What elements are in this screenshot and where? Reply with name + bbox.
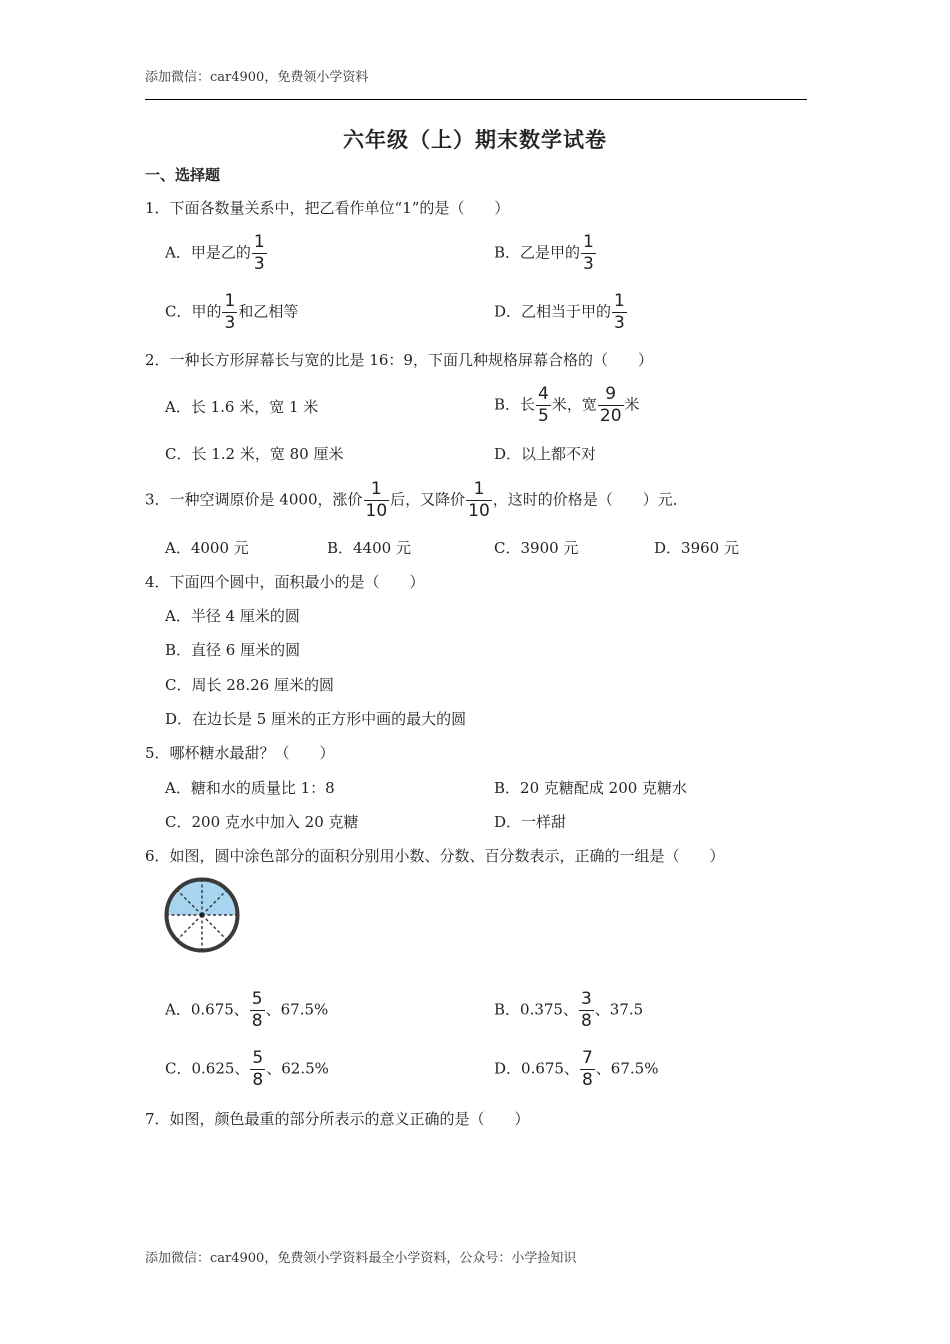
question-4-stem: 4．下面四个圆中，面积最小的是（ ） bbox=[145, 573, 425, 591]
option-text-mid: 米，宽 bbox=[551, 395, 597, 414]
header-divider bbox=[145, 99, 807, 100]
question-1-stem: 1．下面各数量关系中，把乙看作单位“1”的是（ ） bbox=[145, 199, 510, 217]
fraction: $\frac{3}{8}$ bbox=[580, 989, 592, 1031]
question-3-option-c[interactable]: C．3900 元 bbox=[494, 539, 579, 557]
page-title: 六年级（上）期末数学试卷 bbox=[343, 127, 607, 152]
footer-note: 添加微信：car4900，免费领小学资料最全小学资料，公众号：小学捡知识 bbox=[145, 1251, 577, 1266]
fraction: $\frac{1}{3}$ bbox=[253, 232, 265, 274]
question-1-option-a[interactable] bbox=[165, 234, 268, 273]
option-text-suffix: 、37.5 bbox=[594, 1000, 644, 1019]
option-text: D．0.675、 bbox=[494, 1059, 579, 1078]
question-3-option-d[interactable]: D．3960 元 bbox=[654, 539, 739, 557]
question-6-option-c[interactable] bbox=[165, 1050, 329, 1089]
fraction: $\frac{5}{8}$ bbox=[252, 1048, 264, 1090]
circle-diagram bbox=[164, 877, 240, 953]
question-1-option-c[interactable] bbox=[165, 293, 298, 332]
question-4-option-b[interactable]: B．直径 6 厘米的圆 bbox=[165, 641, 301, 659]
option-text: C．甲的 bbox=[165, 302, 222, 321]
section-heading: 一、选择题 bbox=[145, 166, 221, 184]
option-text-suffix: 、67.5% bbox=[595, 1059, 659, 1078]
question-5-stem: 5．哪杯糖水最甜？（ ） bbox=[145, 744, 335, 762]
question-2-option-d[interactable]: D．以上都不对 bbox=[494, 445, 597, 463]
question-5-option-b[interactable]: B．20 克糖配成 200 克糖水 bbox=[494, 779, 688, 797]
question-4-option-a[interactable]: A．半径 4 厘米的圆 bbox=[165, 607, 300, 625]
question-5-option-d[interactable]: D．一样甜 bbox=[494, 813, 567, 831]
question-1-option-b[interactable] bbox=[494, 234, 597, 273]
option-text: A．甲是乙的 bbox=[165, 243, 251, 262]
center-dot bbox=[200, 913, 204, 917]
question-2-option-b[interactable] bbox=[494, 386, 640, 425]
question-3-stem: 3．一种空调原价是 4000，涨价 $\frac{1}{10}$ 后，又降价 $\frac{1}{10}$ ，这时的价格是（ ）元． bbox=[145, 479, 688, 521]
question-2-option-a[interactable]: A．长 1.6 米，宽 1 米 bbox=[165, 398, 319, 416]
question-1-option-d[interactable] bbox=[494, 293, 628, 332]
fraction: $\frac{1}{3}$ bbox=[224, 291, 236, 333]
question-6-stem: 6．如图，圆中涂色部分的面积分别用小数、分数、百分数表示，正确的一组是（ ） bbox=[145, 847, 725, 865]
option-text: D．乙相当于甲的 bbox=[494, 302, 612, 321]
fraction: $\frac{1}{10}$ bbox=[468, 479, 490, 521]
question-6-option-a[interactable] bbox=[165, 991, 328, 1030]
option-text-suffix: 、67.5% bbox=[265, 1000, 329, 1019]
question-6-option-b[interactable] bbox=[494, 991, 643, 1030]
fraction: $\frac{1}{3}$ bbox=[614, 291, 625, 333]
option-text: A．0.675、 bbox=[165, 1000, 249, 1019]
fraction: $\frac{7}{8}$ bbox=[581, 1048, 593, 1090]
question-2-stem: 2．一种长方形屏幕长与宽的比是 16：9，下面几种规格屏幕合格的（ ） bbox=[145, 351, 653, 369]
option-text: B．0.375、 bbox=[494, 1000, 578, 1019]
question-5-option-c[interactable]: C．200 克水中加入 20 克糖 bbox=[165, 813, 359, 831]
header-note: 添加微信：car4900，免费领小学资料 bbox=[145, 70, 369, 85]
question-4-option-c[interactable]: C．周长 28.26 厘米的圆 bbox=[165, 676, 334, 694]
fraction: $\frac{5}{8}$ bbox=[251, 989, 263, 1031]
question-3-option-b[interactable]: B．4400 元 bbox=[327, 539, 411, 557]
option-text-suffix: 米 bbox=[624, 395, 640, 414]
question-2-option-c[interactable]: C．长 1.2 米，宽 80 厘米 bbox=[165, 445, 344, 463]
option-text: B．长 bbox=[494, 395, 536, 414]
fraction: $\frac{9}{20}$ bbox=[599, 384, 622, 426]
option-text: C．0.625、 bbox=[165, 1059, 250, 1078]
option-text-suffix: 和乙相等 bbox=[238, 302, 299, 321]
option-text-suffix: 、62.5% bbox=[266, 1059, 329, 1078]
option-text: B．乙是甲的 bbox=[494, 243, 581, 262]
question-3-option-a[interactable]: A．4000 元 bbox=[165, 539, 249, 557]
fraction: $\frac{4}{5}$ bbox=[538, 384, 549, 426]
fraction: $\frac{1}{3}$ bbox=[583, 232, 594, 274]
question-4-option-d[interactable]: D．在边长是 5 厘米的正方形中画的最大的圆 bbox=[165, 710, 467, 728]
question-5-option-a[interactable]: A．糖和水的质量比 1：8 bbox=[165, 779, 335, 797]
question-6-option-d[interactable] bbox=[494, 1050, 658, 1089]
fraction: $\frac{1}{10}$ bbox=[365, 479, 388, 521]
question-7-stem: 7．如图，颜色最重的部分所表示的意义正确的是（ ） bbox=[145, 1110, 530, 1128]
